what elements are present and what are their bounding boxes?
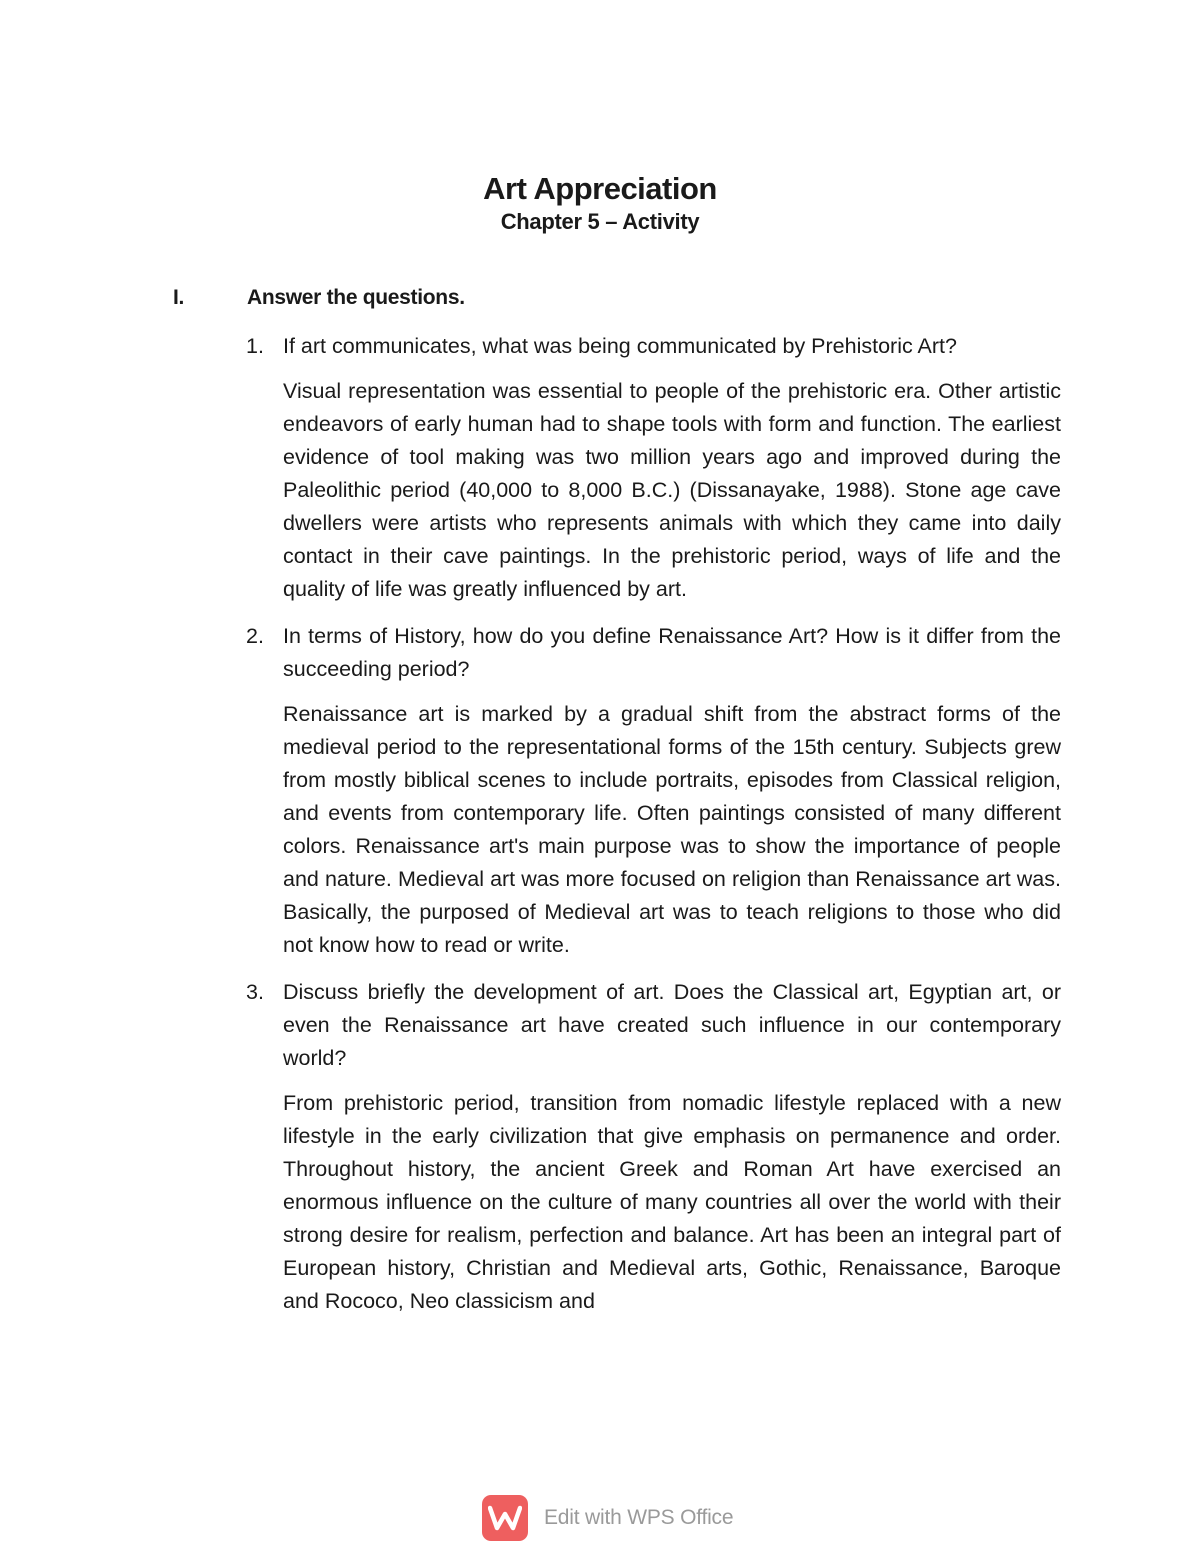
question-number: 2. — [246, 624, 264, 648]
question-list — [246, 330, 1061, 1332]
section-heading — [173, 284, 1073, 312]
answer-text: Renaissance art is marked by a gradual shift from the abstract forms of the medieval period to the representational forms of the 15th century. Subjects grew from mostly biblical scenes to include portraits, episodes from Classical religion, and events from contemporary life. Often paintings consisted of many different colors. Renaissance art's main purpose was to show the importance of people and nature. Medieval art was more focused on religion than Renaissance art was. Basically, the purposed of Medieval art was to teach religions to those who did not know how to read or write. — [283, 702, 1061, 957]
wps-edit-button[interactable] — [482, 1494, 733, 1542]
section-number: I. — [173, 286, 185, 309]
question-text: If art communicates, what was being communicated by Prehistoric Art? — [283, 334, 957, 358]
document-subtitle: Chapter 5 – Activity — [500, 209, 700, 234]
section-title: Answer the questions. — [247, 286, 465, 309]
document-title: Art Appreciation — [483, 171, 717, 206]
question-number: 1. — [246, 334, 264, 358]
list-item — [246, 330, 1061, 606]
answer-text: From prehistoric period, transition from nomadic lifestyle replaced with a new lifestyle in the early civilization that give emphasis on permanence and order. Throughout history, the ancient Greek and Roman Art have exercised an enormous influence on the culture of many countries all over the world with their strong desire for realism, perfection and balance. Art has been an integral part of European history, Christian and Medieval arts, Gothic, Renaissance, Baroque and Rococo, Neo classicism and — [283, 1091, 1061, 1313]
answer-text: Visual representation was essential to people of the prehistoric era. Other artistic endeavors of early human had to shape tools with form and function. The earliest evidence of tool making was two million years ago and improved during the Paleolithic period (40,000 to 8,000 B.C.) (Dissanayake, 1988). Stone age cave dwellers were artists who represents animals with which they came into daily contact in their cave paintings. In the prehistoric period, ways of life and the quality of life was greatly influenced by art. — [283, 379, 1061, 601]
list-item — [246, 976, 1061, 1318]
list-item — [246, 620, 1061, 962]
question-number: 3. — [246, 980, 264, 1004]
wps-edit-label: Edit with WPS Office — [544, 1506, 734, 1529]
question-text: Discuss briefly the development of art. Does the Classical art, Egyptian art, or even the Renaissance art have created such influence in our contemporary world? — [283, 980, 1061, 1070]
wps-logo-icon — [482, 1495, 528, 1541]
question-text: In terms of History, how do you define Renaissance Art? How is it differ from the succeeding period? — [283, 624, 1061, 681]
